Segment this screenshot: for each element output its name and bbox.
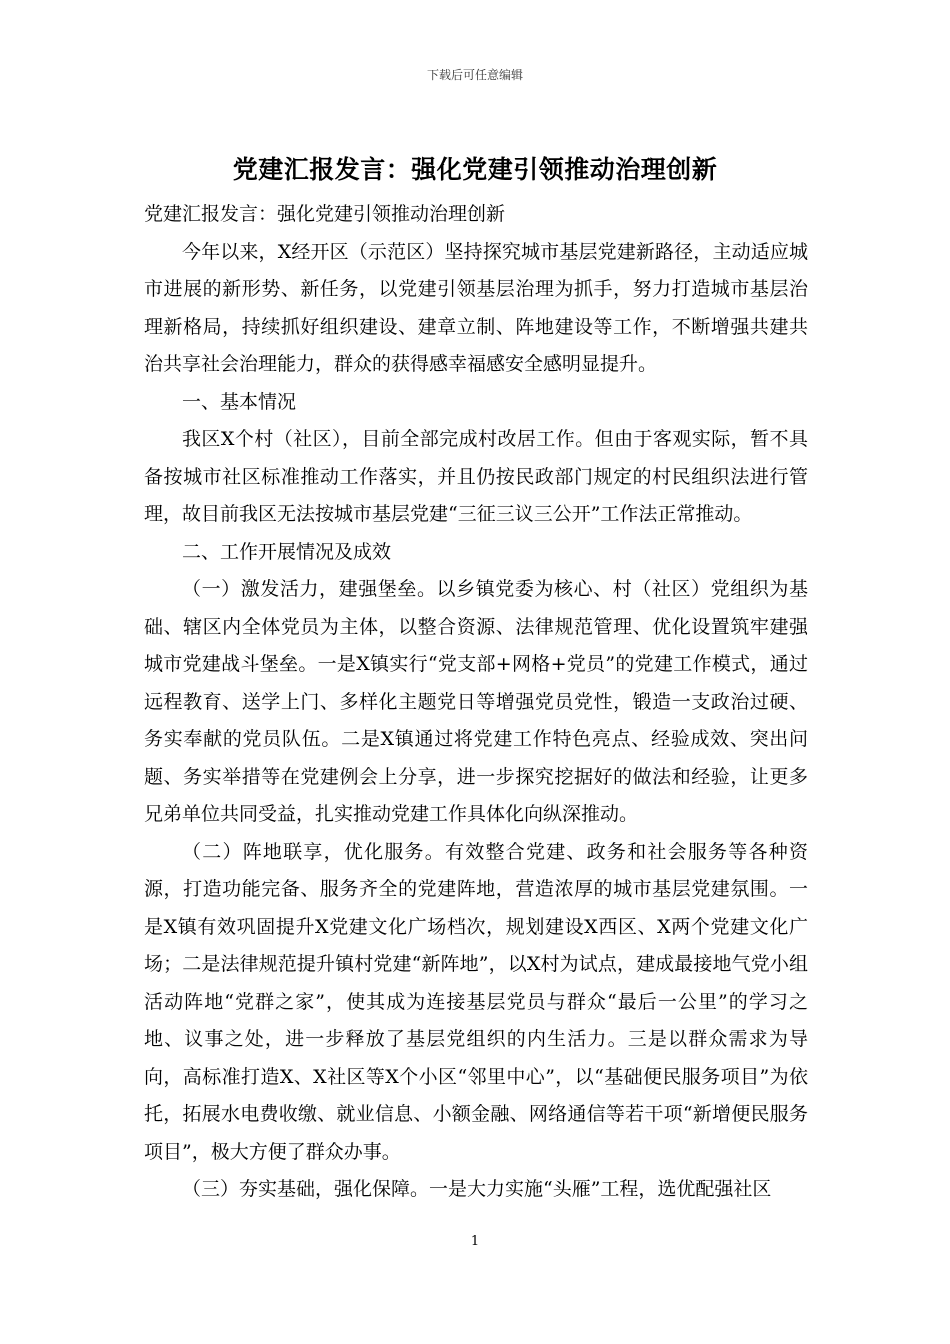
section-heading-basic: 一、基本情况	[182, 390, 297, 413]
page-number: 1	[470, 1234, 480, 1249]
document-title: 党建汇报发言：强化党建引领推动治理创新	[232, 155, 718, 184]
page-header: 下载后可任意编辑	[426, 68, 523, 82]
subtitle-line: 党建汇报发言：强化党建引领推动治理创新	[144, 203, 506, 225]
basic-situation-paragraph: 我区X个村（社区），目前全部完成村改居工作。但由于客观实际，暂不具备按城市社区标准推动工作落实，并且仍按民政部门规定的村民组织法进行管理，故目前我区无法按城市基层党建“三征三议三公开”工作法正常推动。	[144, 428, 808, 525]
intro-paragraph: 今年以来，X经开区（示范区）坚持探究城市基层党建新路径，主动适应城市进展的新形势、新任务，以党建引领基层治理为抓手，努力打造城市基层治理新格局，持续抓好组织建设、建章立制、阵地建设等工作，不断增强共建共治共享社会治理能力，群众的获得感幸福感安全感明显提升。	[144, 240, 808, 375]
section-heading-progress: 二、工作开展情况及成效	[182, 540, 392, 563]
progress-paragraph-3: （三）夯实基础，强化保障。一是大力实施“头雁”工程，选优配强社区	[182, 1178, 772, 1200]
progress-paragraph-2: （二）阵地联享，优化服务。有效整合党建、政务和社会服务等各种资源，打造功能完备、服务齐全的党建阵地，营造浓厚的城市基层党建氛围。一是X镇有效巩固提升X党建文化广场档次，规划建设X西区、X两个党建文化广场；二是法律规范提升镇村党建“新阵地”，以X村为试点，建成最接地气党小组活动阵地“党群之家”，使其成为连接基层党员与群众“最后一公里”的学习之地、议事之处，进一步释放了基层党组织的内生活力。三是以群众需求为导向，高标准打造X、X社区等X个小区“邻里中心”，以“基础便民服务项目”为依托，拓展水电费收缴、就业信息、小额金融、网络通信等若干项“新增便民服务项目”，极大方便了群众办事。	[144, 840, 808, 1163]
progress-paragraph-1: （一）激发活力，建强堡垒。以乡镇党委为核心、村（社区）党组织为基础、辖区内全体党员为主体，以整合资源、法律规范管理、优化设置筑牢建强城市党建战斗堡垒。一是X镇实行“党支部+网格+党员”的党建工作模式，通过远程教育、送学上门、多样化主题党日等增强党员党性，锻造一支政治过硬、务实奉献的党员队伍。二是X镇通过将党建工作特色亮点、经验成效、突出问题、务实举措等在党建例会上分享，进一步探究挖据好的做法和经验，让更多兄弟单位共同受益，扎实推动党建工作具体化向纵深推动。	[144, 578, 808, 825]
document-body	[144, 196, 808, 1209]
